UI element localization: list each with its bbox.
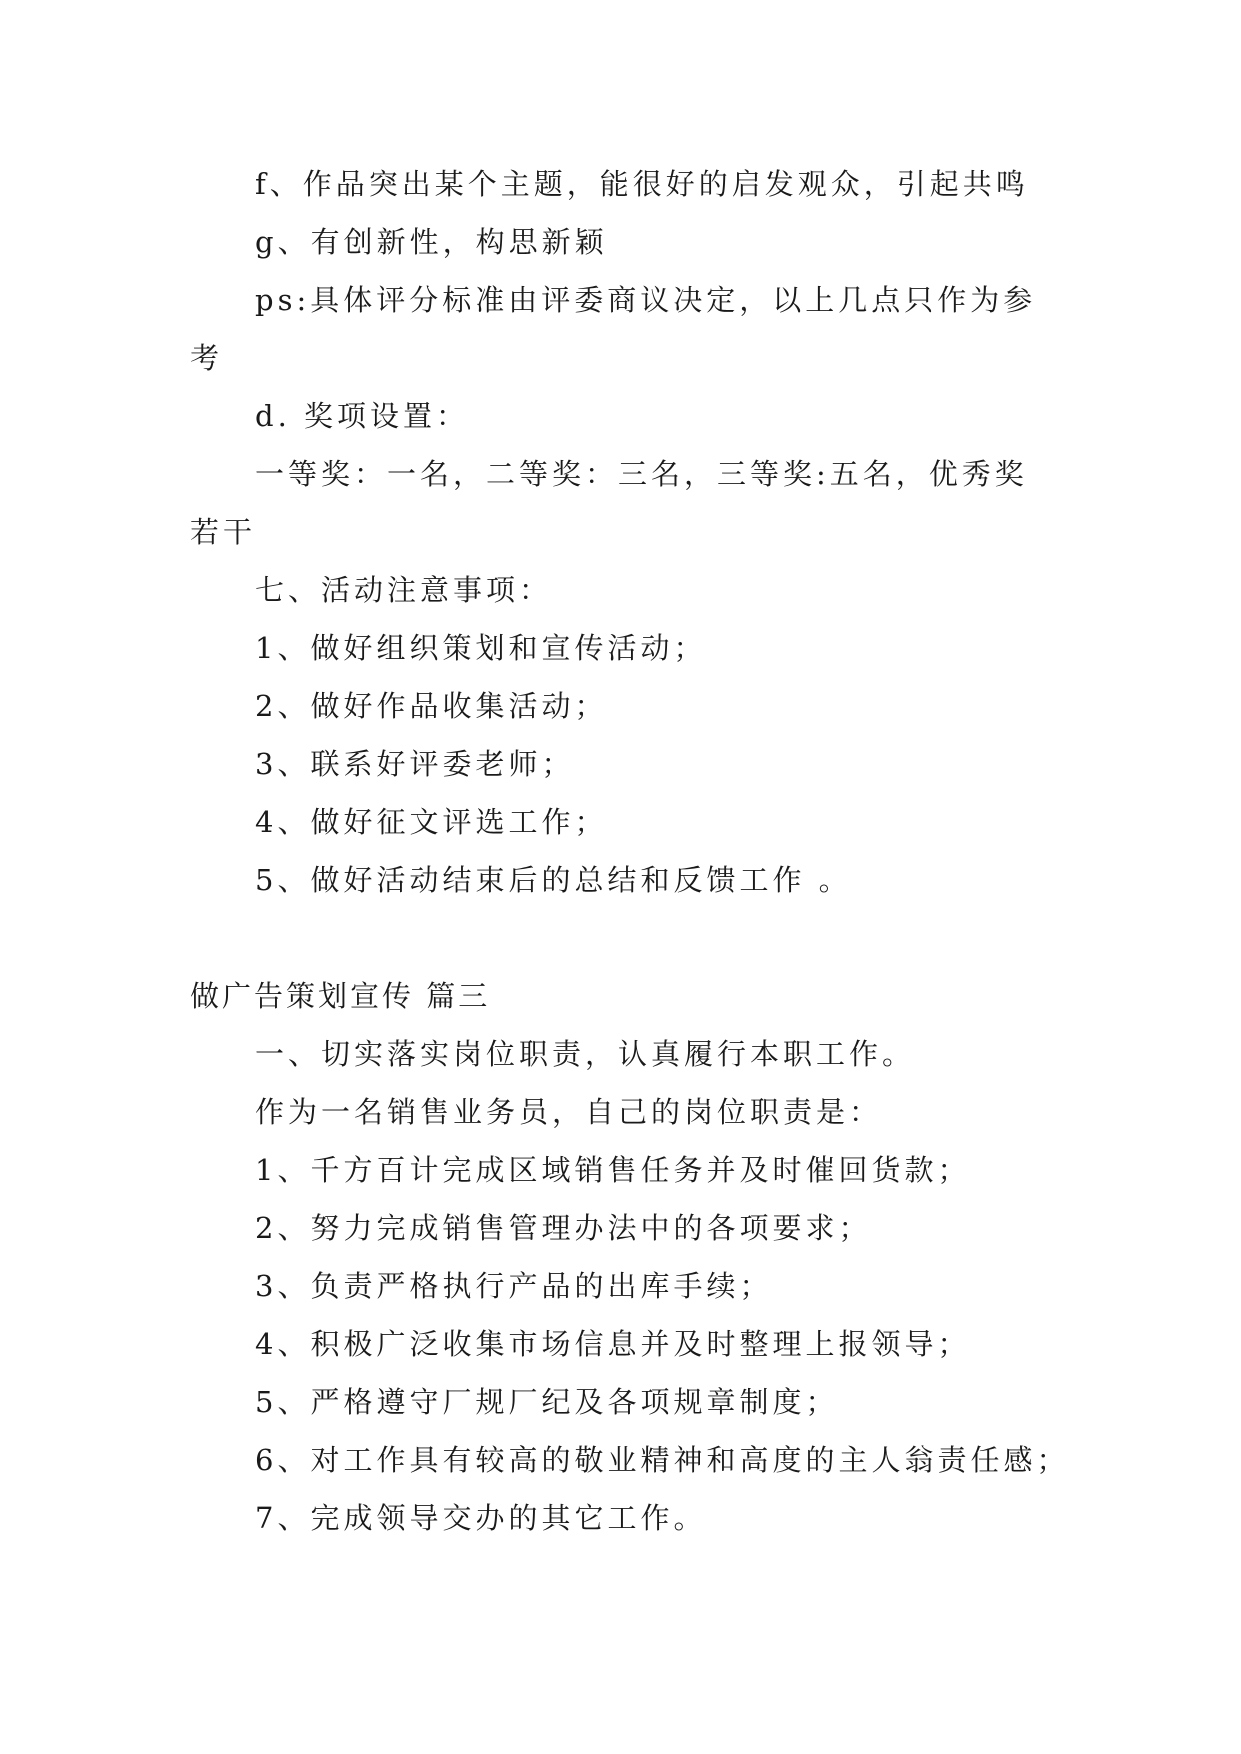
- duty-item-6: 6、对工作具有较高的敬业精神和高度的主人翁责任感；: [255, 1443, 1070, 1477]
- duty-item-3: 3、负责严格执行产品的出库手续；: [255, 1269, 773, 1303]
- duty-item-1: 1、千方百计完成区域销售任务并及时催回货款；: [255, 1153, 971, 1187]
- awards-list-continued: 若干: [190, 515, 257, 549]
- scoring-note-continued: 考: [190, 341, 224, 375]
- awards-heading: d. 奖项设置：: [255, 399, 470, 433]
- notes-item-2: 2、做好作品收集活动；: [255, 689, 608, 723]
- duty-intro: 作为一名销售业务员，自己的岗位职责是：: [255, 1095, 883, 1129]
- notes-item-1: 1、做好组织策划和宣传活动；: [255, 631, 707, 665]
- duty-item-7: 7、完成领导交办的其它工作。: [255, 1501, 707, 1535]
- awards-list: 一等奖：一名，二等奖：三名，三等奖:五名，优秀奖: [255, 457, 1028, 491]
- duty-heading: 一、切实落实岗位职责，认真履行本职工作。: [255, 1037, 916, 1071]
- duty-item-4: 4、积极广泛收集市场信息并及时整理上报领导；: [255, 1327, 971, 1361]
- notes-item-4: 4、做好征文评选工作；: [255, 805, 608, 839]
- criteria-f: f、作品突出某个主题，能很好的启发观众，引起共鸣: [255, 167, 1029, 201]
- criteria-g: g、有创新性，构思新颖: [255, 225, 608, 259]
- section-title: 做广告策划宣传 篇三: [190, 979, 491, 1013]
- duty-item-5: 5、严格遵守厂规厂纪及各项规章制度；: [255, 1385, 839, 1419]
- notes-item-5: 5、做好活动结束后的总结和反馈工作 。: [255, 863, 852, 897]
- notes-item-3: 3、联系好评委老师；: [255, 747, 575, 781]
- duty-item-2: 2、努力完成销售管理办法中的各项要求；: [255, 1211, 872, 1245]
- notes-heading: 七、活动注意事项：: [255, 573, 553, 607]
- scoring-note: ps:具体评分标准由评委商议决定，以上几点只作为参: [255, 283, 1037, 317]
